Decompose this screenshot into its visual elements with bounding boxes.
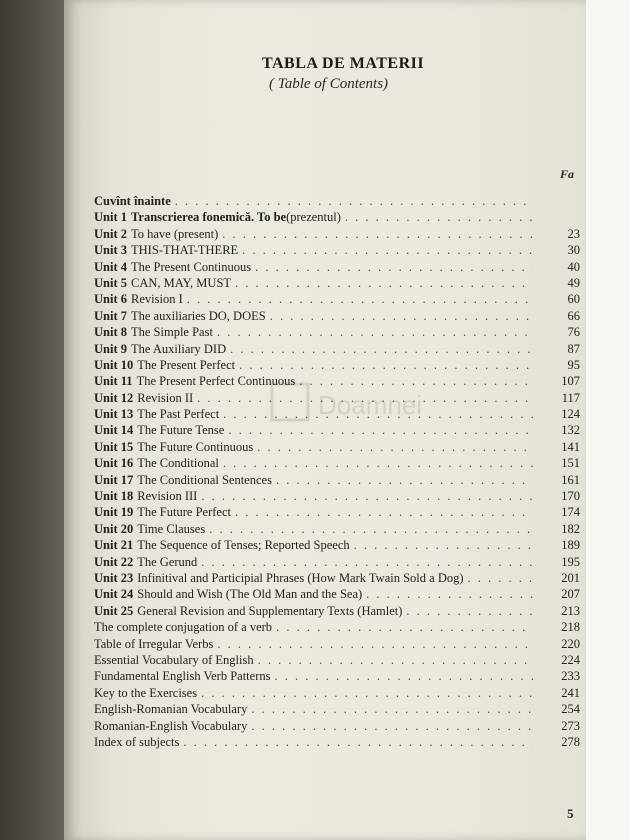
- toc-page-number: 151: [561, 456, 580, 471]
- toc-entry: [94, 308, 584, 324]
- toc-entry-title: The Future Perfect: [137, 505, 231, 520]
- toc-entry-title: The Present Continuous: [131, 259, 252, 274]
- toc-dot-leader: [468, 570, 533, 586]
- toc-entry-title: The Present Perfect: [137, 357, 236, 372]
- toc-entry-title: Key to the Exercises: [94, 685, 198, 700]
- toc-dot-leader: [276, 619, 533, 635]
- toc-entry-title: Revision I: [131, 292, 183, 307]
- toc-entry: [94, 586, 584, 602]
- toc-dot-leader: [235, 504, 533, 520]
- toc-page-number: 107: [561, 374, 580, 389]
- toc-entry: [94, 668, 584, 684]
- left-background: [0, 0, 70, 840]
- toc-unit-number: Unit 20: [94, 521, 134, 536]
- toc-unit-number: Unit 1: [94, 210, 127, 225]
- toc-entry: [94, 636, 584, 652]
- toc-unit-number: Unit 11: [94, 374, 133, 389]
- toc-entry: [94, 341, 584, 357]
- toc-page-number: 273: [561, 718, 580, 733]
- toc-entry-title: Cuvînt înainte: [94, 194, 171, 208]
- watermark-text: Doamnei: [318, 390, 423, 420]
- toc-entry: [94, 422, 584, 438]
- toc-entry-title: Time Clauses: [137, 521, 206, 536]
- toc-entry: [94, 734, 584, 750]
- toc-entry: [94, 603, 584, 619]
- toc-entry-title: Essential Vocabulary of English: [94, 652, 254, 667]
- toc-unit-number: Unit 13: [94, 407, 134, 422]
- toc-dot-leader: [201, 488, 533, 504]
- toc-dot-leader: [258, 652, 533, 668]
- toc-entry-title: The auxiliaries DO, DOES: [131, 308, 266, 323]
- toc-entry: [94, 685, 584, 701]
- toc-entry-title: The complete conjugation of a verb: [94, 620, 273, 635]
- page-column-label: Fa: [560, 167, 575, 181]
- toc-dot-leader: [276, 472, 533, 488]
- toc-unit-number: Unit 15: [94, 439, 134, 454]
- toc-entry-title: Revision II: [137, 390, 194, 405]
- toc-entry-title: The Past Perfect: [137, 407, 220, 422]
- toc-page-number: 95: [567, 357, 580, 372]
- toc-unit-number: Unit 21: [94, 538, 134, 553]
- toc-dot-leader: [251, 718, 533, 734]
- toc-page-number: 201: [561, 570, 580, 585]
- toc-page-number: 278: [561, 734, 580, 749]
- toc-dot-leader: [209, 521, 533, 537]
- toc-dot-leader: [222, 226, 533, 242]
- toc-unit-number: Unit 2: [94, 226, 127, 241]
- toc-page-number: 254: [561, 702, 580, 717]
- toc-page-number: 241: [561, 685, 580, 700]
- toc-unit-number: Unit 8: [94, 325, 127, 340]
- toc-page-number: 60: [567, 292, 580, 307]
- toc-unit-number: Unit 22: [94, 554, 134, 569]
- toc-entry: [94, 291, 584, 307]
- toc-page-number: 76: [567, 325, 580, 340]
- toc-dot-leader: [274, 668, 533, 684]
- toc-entry-title: Table of Irregular Verbs: [94, 636, 214, 651]
- toc-page-number: 182: [561, 521, 580, 536]
- toc-entry-title: The Present Perfect Continuous: [136, 374, 296, 389]
- toc-entry: [94, 439, 584, 455]
- toc-entry: [94, 619, 584, 635]
- page-title: TABLA DE MATERII: [262, 55, 425, 72]
- toc-dot-leader: [354, 537, 533, 553]
- toc-page-number: 189: [561, 538, 580, 553]
- toc-dot-leader: [251, 701, 533, 717]
- toc-entry: [94, 455, 584, 471]
- toc-dot-leader: [239, 357, 533, 373]
- toc-entry-title: Transcrierea fonemică. To be: [131, 210, 287, 225]
- toc-entry: [94, 324, 584, 340]
- toc-dot-leader: [255, 259, 533, 275]
- toc-dot-leader: [270, 308, 533, 324]
- toc-entry: [94, 472, 584, 488]
- toc-dot-leader: [257, 439, 533, 455]
- toc-unit-number: Unit 23: [94, 570, 134, 585]
- toc-entry: [94, 701, 584, 717]
- toc-page-number: 218: [561, 620, 580, 635]
- toc-entry: [94, 504, 584, 520]
- toc-entry-title: The Conditional: [137, 456, 219, 471]
- toc-unit-number: Unit 16: [94, 456, 134, 471]
- toc-dot-leader: [201, 685, 533, 701]
- toc-entry: [94, 521, 584, 537]
- toc-entry-title-extra: (prezentul): [286, 210, 341, 225]
- toc-dot-leader: [217, 636, 533, 652]
- toc-page-number: 233: [561, 669, 580, 684]
- toc-entry-title: General Revision and Supplementary Texts (Hamlet): [137, 603, 403, 618]
- toc-unit-number: Unit 9: [94, 341, 127, 356]
- toc-page-number: 141: [561, 439, 580, 454]
- toc-entry-title: The Auxiliary DID: [131, 341, 227, 356]
- toc-page-number: 117: [561, 390, 580, 405]
- page-number: 5: [567, 806, 574, 821]
- toc-page-number: 124: [561, 407, 580, 422]
- toc-unit-number: Unit 25: [94, 603, 134, 618]
- toc-dot-leader: [228, 422, 533, 438]
- toc-dot-leader: [175, 193, 533, 209]
- toc-dot-leader: [197, 390, 533, 406]
- toc-unit-number: Unit 3: [94, 243, 127, 258]
- toc-entry: [94, 259, 584, 275]
- toc-entry: [94, 554, 584, 570]
- toc-entry-title: The Sequence of Tenses; Reported Speech: [137, 538, 350, 553]
- toc-dot-leader: [406, 603, 533, 619]
- toc-dot-leader: [345, 209, 533, 225]
- toc-entry: [94, 390, 584, 406]
- toc-page-number: 66: [567, 308, 580, 323]
- toc-dot-leader: [299, 373, 533, 389]
- toc-entry-title: CAN, MAY, MUST: [131, 275, 232, 290]
- toc-page-number: 30: [567, 243, 580, 258]
- toc-entry-title: The Simple Past: [131, 325, 213, 340]
- table-of-contents: [94, 193, 584, 750]
- toc-entry-title: Infinitival and Participial Phrases (How Mark Twain Sold a Dog): [137, 570, 464, 585]
- toc-page-number: 224: [561, 652, 580, 667]
- toc-dot-leader: [235, 275, 533, 291]
- toc-unit-number: Unit 19: [94, 505, 134, 520]
- right-background: [584, 0, 630, 840]
- toc-unit-number: Unit 5: [94, 275, 127, 290]
- toc-page-number: 170: [561, 489, 580, 504]
- toc-entry-title: The Future Tense: [137, 423, 225, 438]
- toc-entry: [94, 406, 584, 422]
- toc-unit-number: Unit 12: [94, 390, 134, 405]
- toc-unit-number: Unit 4: [94, 259, 127, 274]
- toc-entry: [94, 357, 584, 373]
- toc-page-number: 195: [561, 554, 580, 569]
- toc-entry: [94, 652, 584, 668]
- toc-entry-title: THIS-THAT-THERE: [131, 243, 239, 258]
- toc-page-number: 23: [567, 226, 580, 241]
- toc-entry-title: Revision III: [137, 489, 198, 504]
- toc-dot-leader: [242, 242, 533, 258]
- toc-unit-number: Unit 7: [94, 308, 127, 323]
- toc-unit-number: Unit 24: [94, 587, 134, 602]
- toc-page-number: 40: [567, 259, 580, 274]
- toc-dot-leader: [201, 554, 533, 570]
- toc-entry-title: The Future Continuous: [137, 439, 254, 454]
- toc-unit-number: Unit 10: [94, 357, 134, 372]
- toc-page-number: 174: [561, 505, 580, 520]
- toc-entry-title: Index of subjects: [94, 734, 180, 749]
- toc-page-number: 161: [561, 472, 580, 487]
- toc-entry-title: Romanian-English Vocabulary: [94, 718, 248, 733]
- toc-entry: [94, 570, 584, 586]
- toc-unit-number: Unit 14: [94, 423, 134, 438]
- toc-page-number: 49: [567, 275, 580, 290]
- toc-entry: [94, 488, 584, 504]
- toc-entry: [94, 226, 584, 242]
- toc-dot-leader: [366, 586, 533, 602]
- toc-unit-number: Unit 18: [94, 489, 134, 504]
- toc-page-number: 132: [561, 423, 580, 438]
- toc-entry: [94, 373, 584, 389]
- toc-entry-title: The Gerund: [137, 554, 198, 569]
- toc-entry: [94, 242, 584, 258]
- toc-page-number: 207: [561, 587, 580, 602]
- toc-entry-title: Should and Wish (The Old Man and the Sea): [137, 587, 363, 602]
- toc-entry-title: English-Romanian Vocabulary: [94, 702, 248, 717]
- page-subtitle: ( Table of Contents): [269, 76, 389, 92]
- toc-dot-leader: [183, 734, 533, 750]
- toc-page-number: 220: [561, 636, 580, 651]
- toc-dot-leader: [217, 324, 533, 340]
- toc-dot-leader: [223, 455, 533, 471]
- toc-page-number: 213: [561, 603, 580, 618]
- toc-entry-title: Fundamental English Verb Patterns: [94, 669, 271, 684]
- toc-dot-leader: [230, 341, 533, 357]
- toc-entry-title: To have (present): [131, 226, 219, 241]
- toc-page-number: 87: [567, 341, 580, 356]
- toc-entry: [94, 718, 584, 734]
- toc-unit-number: Unit 17: [94, 472, 134, 487]
- toc-dot-leader: [223, 406, 533, 422]
- toc-entry-title: The Conditional Sentences: [137, 472, 272, 487]
- toc-entry: [94, 193, 584, 209]
- toc-entry: [94, 209, 584, 225]
- toc-entry: [94, 275, 584, 291]
- toc-unit-number: Unit 6: [94, 292, 127, 307]
- toc-dot-leader: [187, 291, 533, 307]
- toc-entry: [94, 537, 584, 553]
